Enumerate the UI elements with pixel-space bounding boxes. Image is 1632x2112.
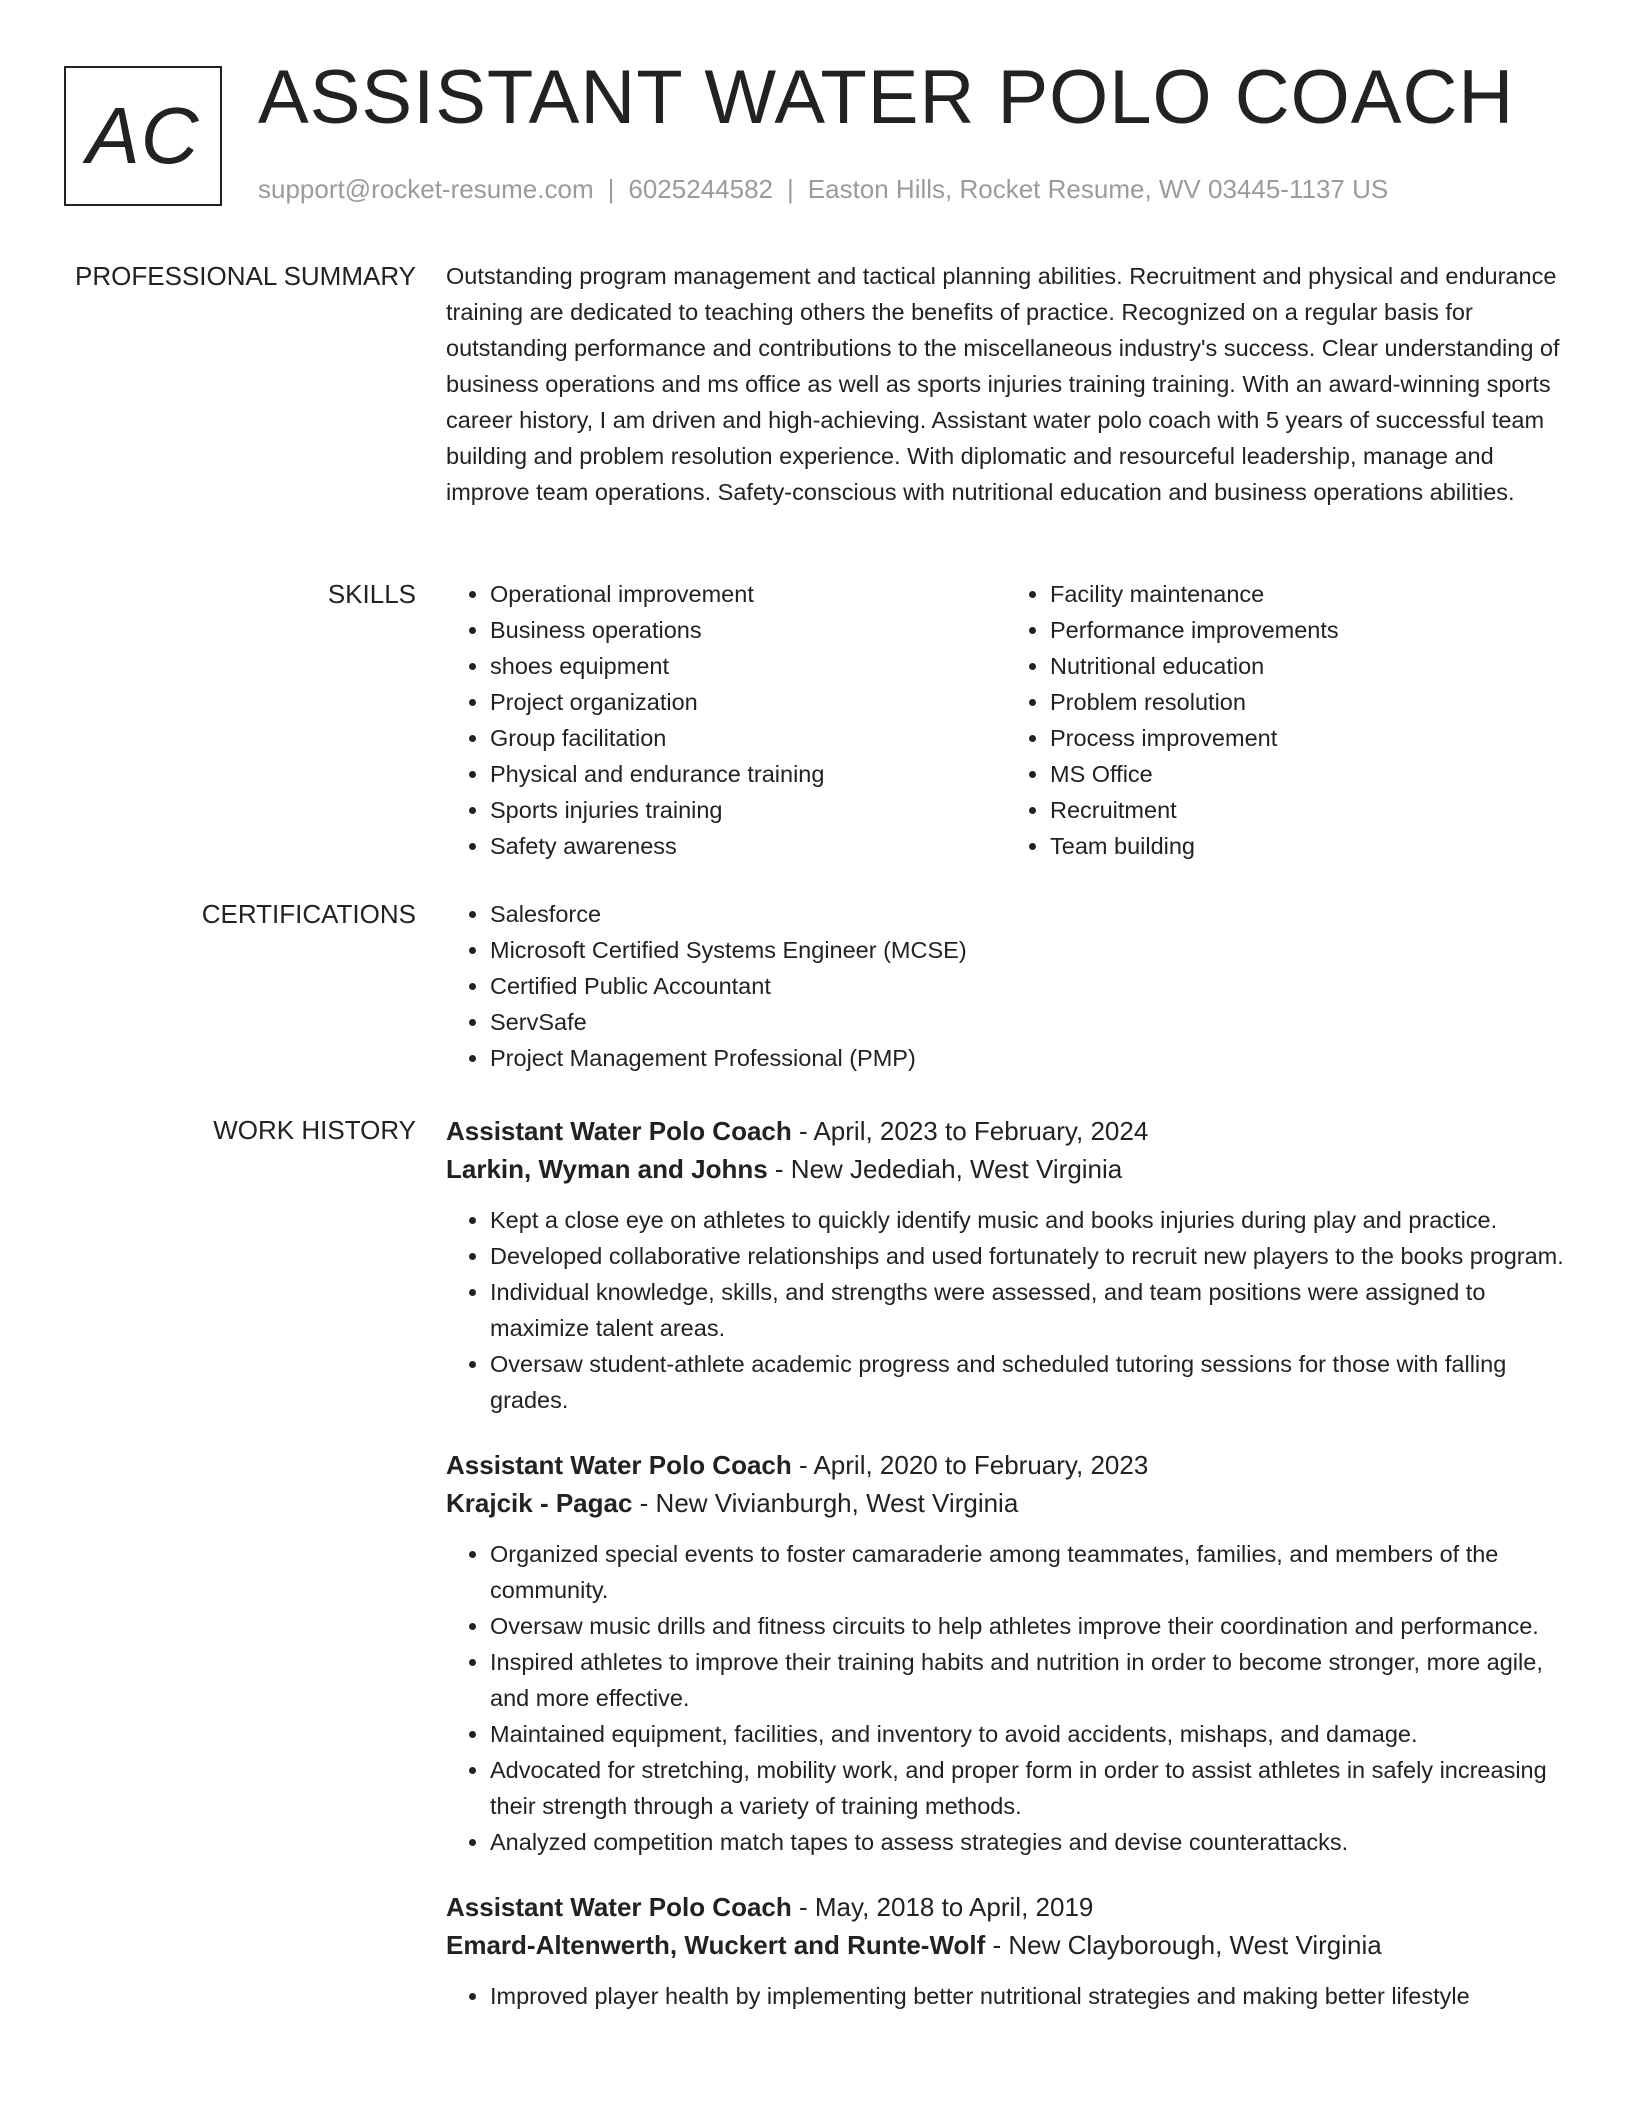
job-company-line <box>446 1484 1566 1522</box>
job-bullet: • Oversaw student-athlete academic progress and scheduled tutoring sessions for those with falling grades. <box>490 1346 1566 1418</box>
job-entry <box>446 1446 1566 1860</box>
certification-item: • ServSafe <box>490 1004 1566 1040</box>
certification-item: • Certified Public Accountant <box>490 968 1566 1004</box>
skill-item: • Process improvement <box>1050 720 1566 756</box>
skill-item: • Performance improvements <box>1050 612 1566 648</box>
skill-item: • Nutritional education <box>1050 648 1566 684</box>
job-title-line <box>446 1888 1566 1926</box>
job-company: Larkin, Wyman and Johns <box>446 1154 768 1184</box>
skill-item: • Business operations <box>490 612 1006 648</box>
work-history-heading: WORK HISTORY <box>213 1115 416 1145</box>
job-company-line <box>446 1926 1566 1964</box>
job-bullet: • Advocated for stretching, mobility work, and proper form in order to assist athletes in safely increasing their strength through a variety of training methods. <box>490 1752 1566 1824</box>
contact-phone: 6025244582 <box>628 174 773 204</box>
skill-item: • Project organization <box>490 684 1006 720</box>
skill-item: • Physical and endurance training <box>490 756 1006 792</box>
skill-item: • Problem resolution <box>1050 684 1566 720</box>
job-bullet: • Developed collaborative relationships and used fortunately to recruit new players to the books program. <box>490 1238 1566 1274</box>
job-bullet: • Kept a close eye on athletes to quickly identify music and books injuries during play and practice. <box>490 1202 1566 1238</box>
certifications-heading: CERTIFICATIONS <box>201 899 416 929</box>
job-company: Krajcik - Pagac <box>446 1488 633 1518</box>
skill-item: • Safety awareness <box>490 828 1006 864</box>
skill-item: • Facility maintenance <box>1050 576 1566 612</box>
work-history-body <box>446 1112 1566 2042</box>
certifications-body <box>446 896 1566 1076</box>
skill-item: • MS Office <box>1050 756 1566 792</box>
job-entry <box>446 1888 1566 2014</box>
job-title-line <box>446 1112 1566 1150</box>
skill-item: • Group facilitation <box>490 720 1006 756</box>
job-entry <box>446 1112 1566 1418</box>
contact-line <box>258 174 1388 205</box>
job-bullet: • Oversaw music drills and fitness circuits to help athletes improve their coordination and performance. <box>490 1608 1566 1644</box>
skill-item: • Recruitment <box>1050 792 1566 828</box>
certifications-list <box>446 896 1566 1076</box>
job-title: Assistant Water Polo Coach <box>446 1116 792 1146</box>
job-dates: - April, 2023 to February, 2024 <box>791 1116 1149 1146</box>
job-company: Emard-Altenwerth, Wuckert and Runte-Wolf <box>446 1930 986 1960</box>
skills-list-right <box>1006 576 1566 864</box>
job-company-line <box>446 1150 1566 1188</box>
job-bullets <box>446 1202 1566 1418</box>
skill-item: • shoes equipment <box>490 648 1006 684</box>
job-title-line <box>446 1446 1566 1484</box>
monogram-logo: AC <box>64 66 222 206</box>
skills-body <box>446 576 1566 864</box>
job-bullet: • Improved player health by implementing better nutritional strategies and making better lifestyle <box>490 1978 1566 2014</box>
contact-email: support@rocket-resume.com <box>258 174 594 204</box>
skills-grid <box>446 576 1566 864</box>
job-title: Assistant Water Polo Coach <box>446 1450 792 1480</box>
resume-title: ASSISTANT WATER POLO COACH <box>258 55 1515 140</box>
certification-item: • Microsoft Certified Systems Engineer (MCSE) <box>490 932 1566 968</box>
skill-item: • Operational improvement <box>490 576 1006 612</box>
job-dates: - April, 2020 to February, 2023 <box>791 1450 1149 1480</box>
job-bullet: • Individual knowledge, skills, and strengths were assessed, and team positions were assigned to maximize talent areas. <box>490 1274 1566 1346</box>
summary-text: Outstanding program management and tactical planning abilities. Recruitment and physical and endurance training are dedicated to teaching others the benefits of practice. Recognized on a regular basis for outstanding performance and contributions to the miscellaneous industry's success. Clear understanding of business operations and ms office as well as sports injuries training training. With an award-winning sports career history, I am driven and high-achieving. Assistant water polo coach with 5 years of successful team building and problem resolution experience. With diplomatic and resourceful leadership, manage and improve team operations. Safety-conscious with nutritional education and business operations abilities. <box>446 263 1560 505</box>
job-dates: - May, 2018 to April, 2019 <box>791 1892 1094 1922</box>
certification-item: • Salesforce <box>490 896 1566 932</box>
certification-item: • Project Management Professional (PMP) <box>490 1040 1566 1076</box>
contact-address: Easton Hills, Rocket Resume, WV 03445-1137 US <box>807 174 1389 204</box>
job-bullets <box>446 1536 1566 1860</box>
skills-heading: SKILLS <box>327 579 416 609</box>
skill-item: • Team building <box>1050 828 1566 864</box>
job-title: Assistant Water Polo Coach <box>446 1892 792 1922</box>
job-bullet: • Maintained equipment, facilities, and inventory to avoid accidents, mishaps, and damage. <box>490 1716 1566 1752</box>
contact-separator: | <box>607 174 615 204</box>
job-location: - New Clayborough, West Virginia <box>985 1930 1382 1960</box>
job-bullet: • Organized special events to foster camaraderie among teammates, families, and members of the community. <box>490 1536 1566 1608</box>
job-bullet: • Inspired athletes to improve their training habits and nutrition in order to become stronger, more agile, and more effective. <box>490 1644 1566 1716</box>
contact-separator: | <box>787 174 794 204</box>
skills-list-left <box>446 576 1006 864</box>
job-bullets <box>446 1978 1566 2014</box>
summary-body <box>446 258 1566 510</box>
job-location: - New Vivianburgh, West Virginia <box>632 1488 1019 1518</box>
job-location: - New Jedediah, West Virginia <box>767 1154 1123 1184</box>
job-bullet: • Analyzed competition match tapes to assess strategies and devise counterattacks. <box>490 1824 1566 1860</box>
summary-heading: PROFESSIONAL SUMMARY <box>75 261 416 291</box>
skill-item: • Sports injuries training <box>490 792 1006 828</box>
